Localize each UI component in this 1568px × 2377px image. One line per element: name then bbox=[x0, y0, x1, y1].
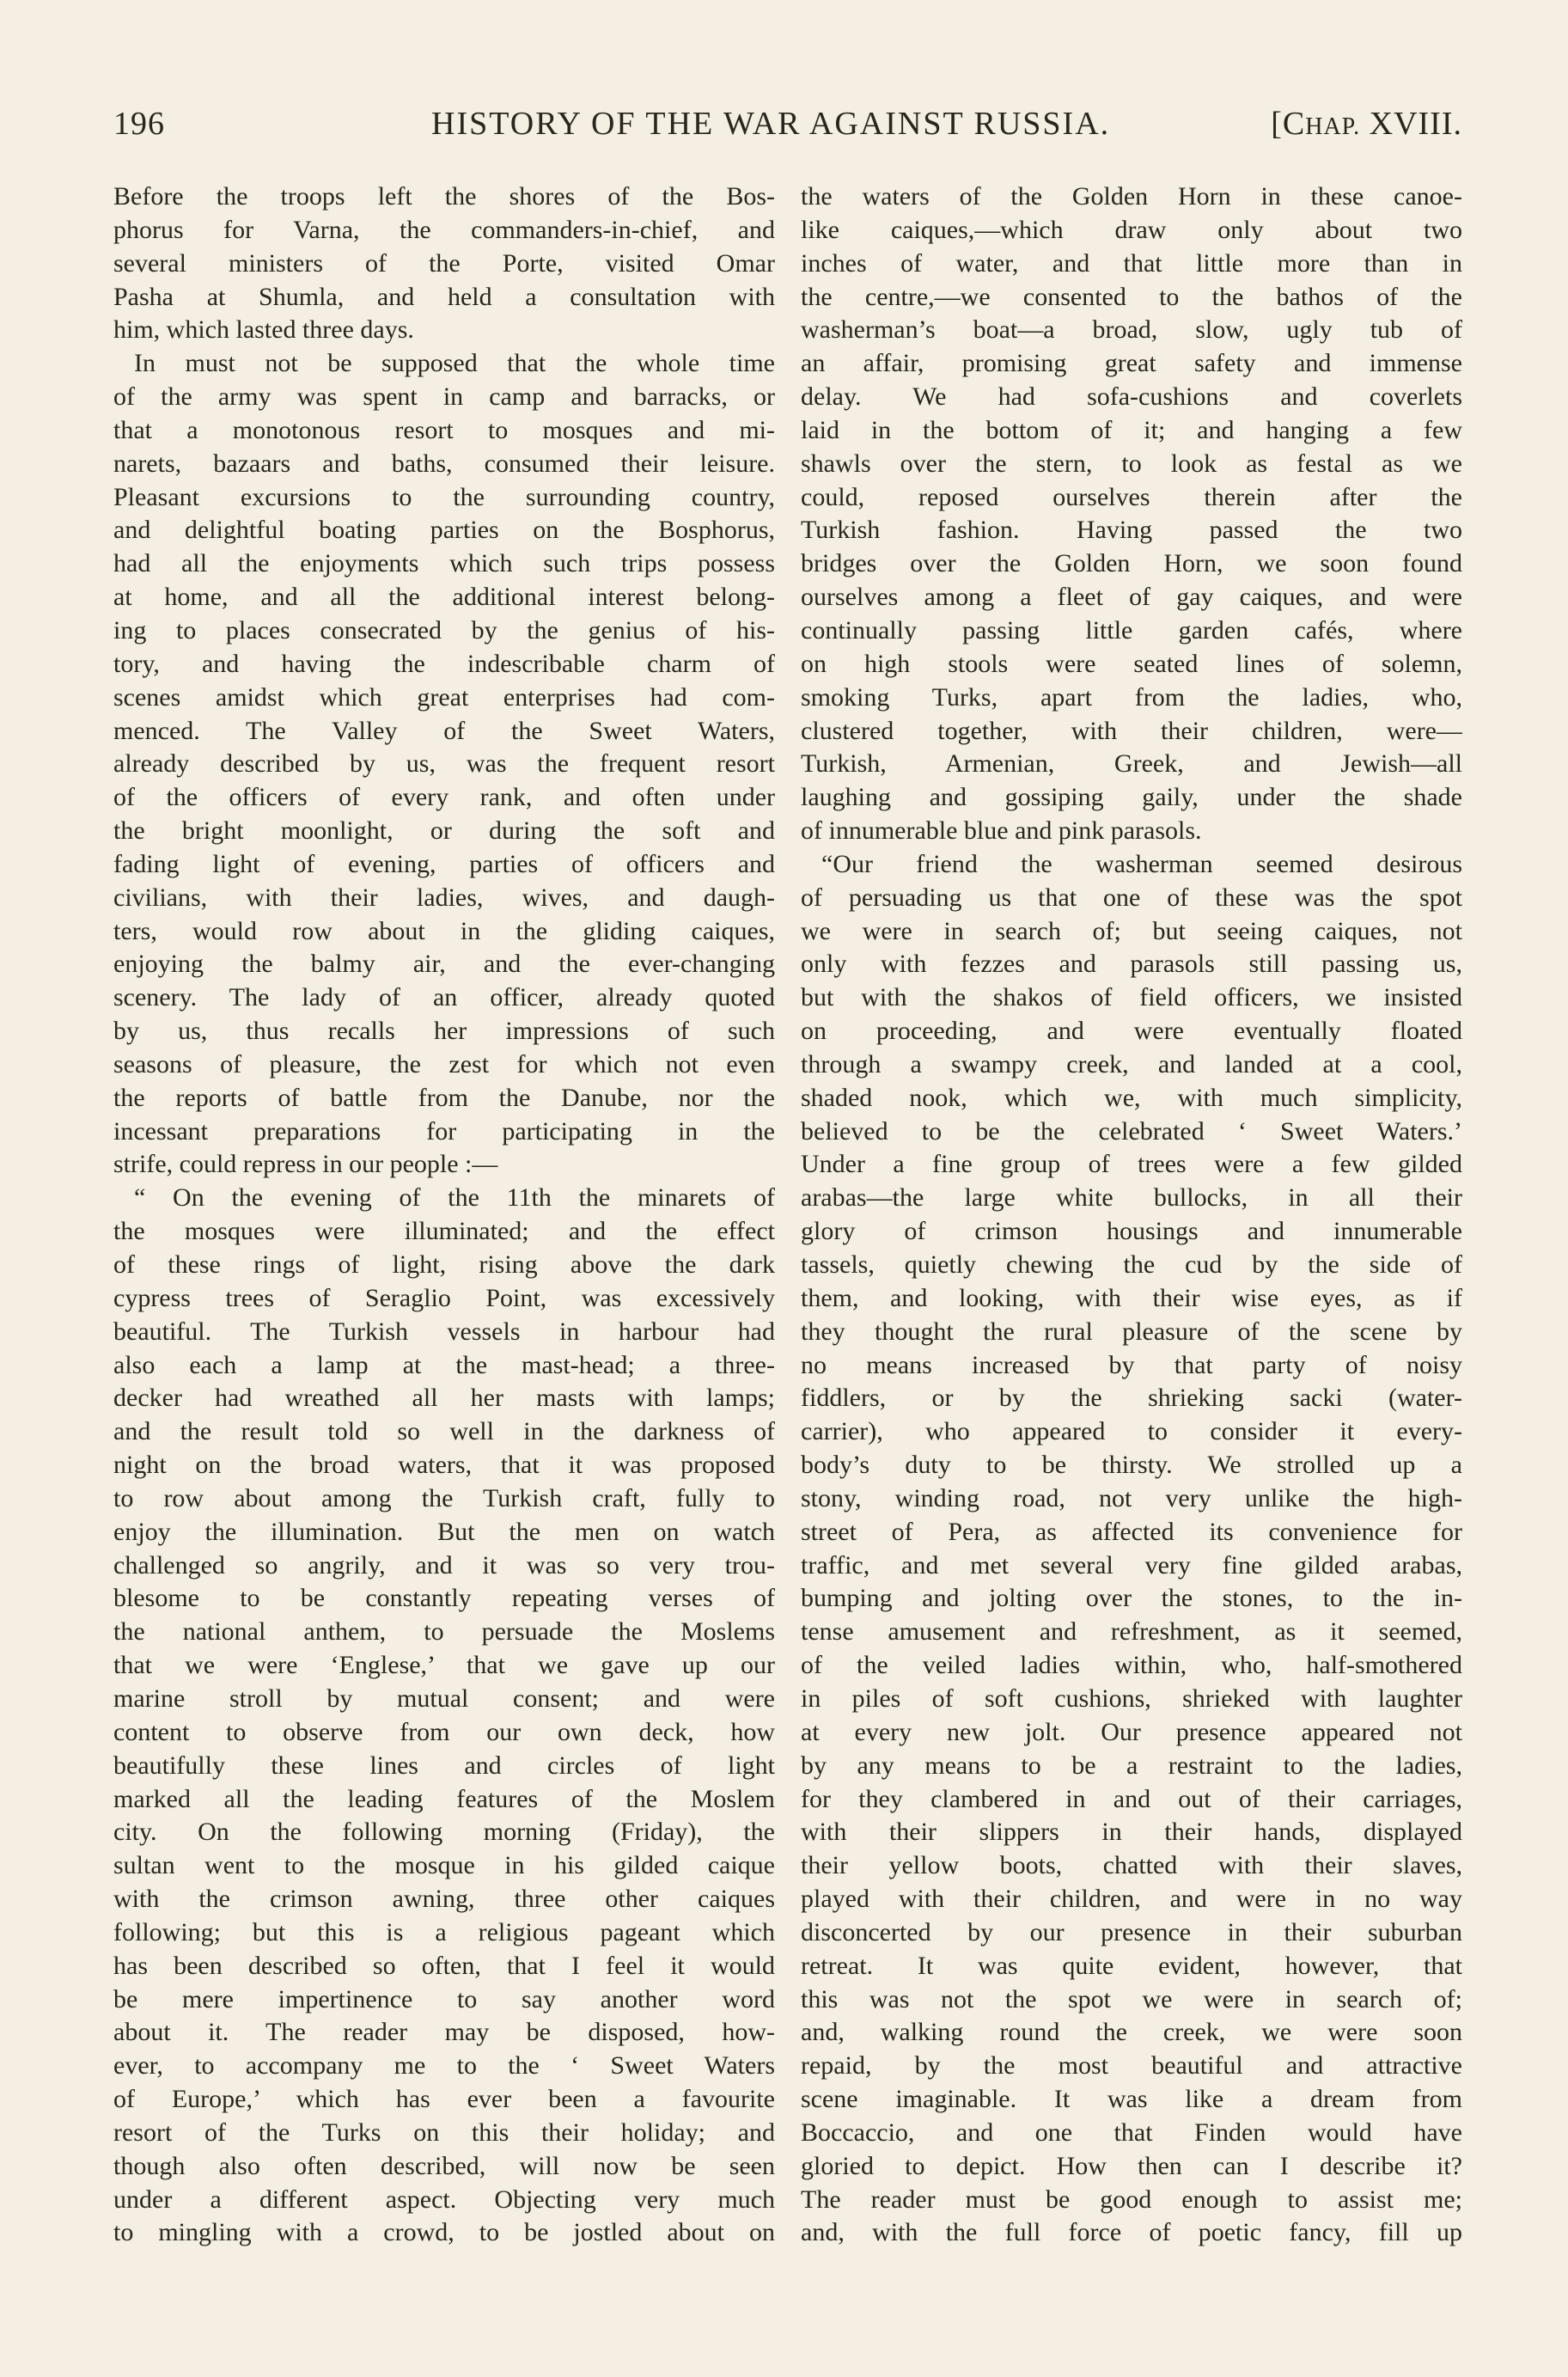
text-line: under a different aspect. Objecting very much bbox=[113, 2185, 775, 2214]
text-line: enjoy the illumination. But the men on watch bbox=[113, 1517, 775, 1546]
text-line: tense amusement and refreshment, as it seemed, bbox=[801, 1617, 1462, 1647]
text-line: ters, would row about in the gliding caiques, bbox=[113, 916, 775, 945]
text-line: the mosques were illuminated; and the effect bbox=[113, 1217, 775, 1246]
text-line: through a swampy creek, and landed at a cool, bbox=[801, 1049, 1462, 1079]
text-line: played with their children, and were in no way bbox=[801, 1885, 1462, 1914]
text-line: marine stroll by mutual consent; and were bbox=[113, 1683, 775, 1713]
text-line: laughing and gossiping gaily, under the shade bbox=[801, 783, 1462, 812]
text-line: sultan went to the mosque in his gilded caique bbox=[113, 1851, 775, 1880]
text-line: “Our friend the washerman seemed desirous bbox=[821, 849, 1462, 878]
text-line: fading light of evening, parties of officers and bbox=[113, 849, 775, 878]
text-line: of Europe,’ which has ever been a favourite bbox=[113, 2085, 775, 2114]
text-line: body’s duty to be thirsty. We strolled up a bbox=[801, 1451, 1462, 1480]
text-line: Turkish, Armenian, Greek, and Jewish—all bbox=[801, 749, 1462, 779]
text-line: retreat. It was quite evident, however, that bbox=[801, 1951, 1462, 1980]
text-line: smoking Turks, apart from the ladies, who, bbox=[801, 682, 1462, 712]
text-line: several ministers of the Porte, visited Omar bbox=[113, 248, 775, 278]
text-line: could, reposed ourselves therein after the bbox=[801, 482, 1462, 511]
text-line: beautifully these lines and circles of light bbox=[113, 1751, 775, 1780]
text-line: Pasha at Shumla, and held a consultation with bbox=[113, 282, 775, 311]
text-line: night on the broad waters, that it was proposed bbox=[113, 1451, 775, 1480]
text-line: on high stools were seated lines of solemn, bbox=[801, 649, 1462, 678]
text-line: in piles of soft cushions, shrieked with laughter bbox=[801, 1683, 1462, 1713]
text-line: him, which lasted three days. bbox=[113, 315, 414, 345]
text-line: their yellow boots, chatted with their slaves, bbox=[801, 1851, 1462, 1880]
text-line: by us, thus recalls her impressions of such bbox=[113, 1017, 775, 1046]
text-line: has been described so often, that I feel it would bbox=[113, 1951, 775, 1980]
text-line: of innumerable blue and pink parasols. bbox=[801, 816, 1202, 846]
text-line: the reports of battle from the Danube, nor the bbox=[113, 1083, 775, 1112]
text-line: glory of crimson housings and innumerable bbox=[801, 1217, 1462, 1246]
text-line: the national anthem, to persuade the Moslems bbox=[113, 1617, 775, 1647]
text-line: laid in the bottom of it; and hanging a few bbox=[801, 415, 1462, 444]
text-line: tory, and having the indescribable charm of bbox=[113, 649, 775, 678]
text-line: already described by us, was the frequent resort bbox=[113, 749, 775, 779]
text-line: and, walking round the creek, we were soon bbox=[801, 2018, 1462, 2047]
text-line: ing to places consecrated by the genius of his- bbox=[113, 615, 775, 645]
running-title: HISTORY OF THE WAR AGAINST RUSSIA. bbox=[431, 106, 1111, 142]
text-line: scenes amidst which great enterprises had com- bbox=[113, 682, 775, 712]
text-line: phorus for Varna, the commanders-in-chief, and bbox=[113, 215, 775, 244]
text-line: for they clambered in and out of their carriages, bbox=[801, 1784, 1462, 1813]
text-line: clustered together, with their children, were— bbox=[801, 716, 1462, 745]
text-line: carrier), who appeared to consider it every- bbox=[801, 1417, 1462, 1446]
left-column bbox=[113, 180, 775, 2250]
text-line: fiddlers, or by the shrieking sacki (water- bbox=[801, 1384, 1462, 1413]
text-line: bridges over the Golden Horn, we soon found bbox=[801, 549, 1462, 578]
text-line: with their slippers in their hands, displayed bbox=[801, 1818, 1462, 1847]
text-line: incessant preparations for participating in the bbox=[113, 1116, 775, 1146]
text-line: and the result told so well in the darkness of bbox=[113, 1417, 775, 1446]
text-line: to row about among the Turkish craft, fully to bbox=[113, 1483, 775, 1512]
text-line: street of Pera, as affected its convenience for bbox=[801, 1517, 1462, 1546]
text-line: them, and looking, with their wise eyes, as if bbox=[801, 1283, 1462, 1312]
text-line: the bright moonlight, or during the soft and bbox=[113, 816, 775, 846]
text-line: following; but this is a religious pageant which bbox=[113, 1917, 775, 1946]
text-line: Turkish fashion. Having passed the two bbox=[801, 516, 1462, 545]
text-line: marked all the leading features of the Moslem bbox=[113, 1784, 775, 1813]
text-line: decker had wreathed all her masts with lamps; bbox=[113, 1384, 775, 1413]
text-line: scenery. The lady of an officer, already quoted bbox=[113, 983, 775, 1012]
text-line: blesome to be constantly repeating verses of bbox=[113, 1584, 775, 1613]
text-line: tassels, quietly chewing the cud by the side of bbox=[801, 1250, 1462, 1279]
text-line: Before the troops left the shores of the Bos- bbox=[113, 182, 775, 211]
text-line: Pleasant excursions to the surrounding country, bbox=[113, 482, 775, 511]
text-line: the waters of the Golden Horn in these canoe- bbox=[801, 182, 1462, 211]
text-line: they thought the rural pleasure of the scene by bbox=[801, 1317, 1462, 1346]
text-line: shawls over the stern, to look as festal as we bbox=[801, 449, 1462, 478]
text-line: at every new jolt. Our presence appeared not bbox=[801, 1717, 1462, 1746]
text-line: continually passing little garden cafés, where bbox=[801, 615, 1462, 645]
text-line: scene imaginable. It was like a dream from bbox=[801, 2085, 1462, 2114]
text-line: ever, to accompany me to the ‘ Sweet Waters bbox=[113, 2051, 775, 2081]
text-line: In must not be supposed that the whole time bbox=[134, 349, 775, 378]
text-line: of persuading us that one of these was the spot bbox=[801, 883, 1462, 912]
text-line: seasons of pleasure, the zest for which not even bbox=[113, 1049, 775, 1079]
running-header bbox=[113, 93, 1462, 144]
text-line: Boccaccio, and one that Finden would have bbox=[801, 2117, 1462, 2147]
text-line: city. On the following morning (Friday), the bbox=[113, 1818, 775, 1847]
text-line: bumping and jolting over the stones, to the in- bbox=[801, 1584, 1462, 1613]
text-line: an affair, promising great safety and immense bbox=[801, 349, 1462, 378]
text-line: disconcerted by our presence in their suburban bbox=[801, 1917, 1462, 1946]
text-line: strife, could repress in our people :— bbox=[113, 1150, 498, 1179]
text-line: traffic, and met several very fine gilded arabas, bbox=[801, 1550, 1462, 1580]
chapter-label: [CHAP. XVIII. bbox=[1271, 106, 1462, 142]
text-line: with the crimson awning, three other caiques bbox=[113, 1885, 775, 1914]
text-line: had all the enjoyments which such trips possess bbox=[113, 549, 775, 578]
text-line: inches of water, and that little more than in bbox=[801, 248, 1462, 278]
text-line: on proceeding, and were eventually floated bbox=[801, 1017, 1462, 1046]
text-line: and, with the full force of poetic fancy, fill up bbox=[801, 2218, 1462, 2247]
text-line: narets, bazaars and baths, consumed their leisure. bbox=[113, 449, 775, 478]
text-line: of the army was spent in camp and barracks, or bbox=[113, 382, 775, 412]
text-line: arabas—the large white bullocks, in all their bbox=[801, 1183, 1462, 1213]
text-line: shaded nook, which we, with much simplicity, bbox=[801, 1083, 1462, 1112]
text-line: menced. The Valley of the Sweet Waters, bbox=[113, 716, 775, 745]
text-line: repaid, by the most beautiful and attractive bbox=[801, 2051, 1462, 2081]
text-line: cypress trees of Seraglio Point, was excessively bbox=[113, 1283, 775, 1312]
text-line: no means increased by that party of noisy bbox=[801, 1350, 1462, 1379]
text-line: resort of the Turks on this their holiday; and bbox=[113, 2117, 775, 2147]
text-line: content to observe from our own deck, how bbox=[113, 1717, 775, 1746]
text-line: that we were ‘Englese,’ that we gave up our bbox=[113, 1651, 775, 1680]
text-line: ourselves among a fleet of gay caiques, and were bbox=[801, 583, 1462, 612]
text-line: though also often described, will now be seen bbox=[113, 2151, 775, 2180]
text-line: of the officers of every rank, and often under bbox=[113, 783, 775, 812]
text-line: we were in search of; but seeing caiques, not bbox=[801, 916, 1462, 945]
text-line: The reader must be good enough to assist me; bbox=[801, 2185, 1462, 2214]
text-line: delay. We had sofa-cushions and coverlets bbox=[801, 382, 1462, 412]
text-line: and delightful boating parties on the Bosphorus, bbox=[113, 516, 775, 545]
text-line: enjoying the balmy air, and the ever-changing bbox=[113, 950, 775, 979]
text-line: civilians, with their ladies, wives, and daugh- bbox=[113, 883, 775, 912]
text-line: believed to be the celebrated ‘ Sweet Waters.’ bbox=[801, 1116, 1462, 1146]
text-line: at home, and all the additional interest belong- bbox=[113, 583, 775, 612]
text-line: washerman’s boat—a broad, slow, ugly tub of bbox=[801, 315, 1462, 345]
text-line: be mere impertinence to say another word bbox=[113, 1984, 775, 2013]
text-line: gloried to depict. How then can I describe it? bbox=[801, 2151, 1462, 2180]
text-line: like caiques,—which draw only about two bbox=[801, 215, 1462, 244]
text-line: Under a fine group of trees were a few gilded bbox=[801, 1150, 1462, 1179]
text-line: that a monotonous resort to mosques and mi- bbox=[113, 415, 775, 444]
text-line: only with fezzes and parasols still passing us, bbox=[801, 950, 1462, 979]
text-line: of these rings of light, rising above the dark bbox=[113, 1250, 775, 1279]
text-line: by any means to be a restraint to the ladies, bbox=[801, 1751, 1462, 1780]
text-line: stony, winding road, not very unlike the high- bbox=[801, 1483, 1462, 1512]
text-line: also each a lamp at the mast-head; a three- bbox=[113, 1350, 775, 1379]
page-number: 196 bbox=[113, 106, 165, 142]
text-line: but with the shakos of field officers, we insisted bbox=[801, 983, 1462, 1012]
text-line: to mingling with a crowd, to be jostled about on bbox=[113, 2218, 775, 2247]
text-line: of the veiled ladies within, who, half-smothered bbox=[801, 1651, 1462, 1680]
text-line: this was not the spot we were in search of; bbox=[801, 1984, 1462, 2013]
right-column bbox=[801, 180, 1462, 2250]
text-line: challenged so angrily, and it was so very trou- bbox=[113, 1550, 775, 1580]
text-line: the centre,—we consented to the bathos of the bbox=[801, 282, 1462, 311]
text-line: beautiful. The Turkish vessels in harbour had bbox=[113, 1317, 775, 1346]
text-line: about it. The reader may be disposed, how- bbox=[113, 2018, 775, 2047]
text-line: “ On the evening of the 11th the minarets of bbox=[134, 1183, 775, 1213]
